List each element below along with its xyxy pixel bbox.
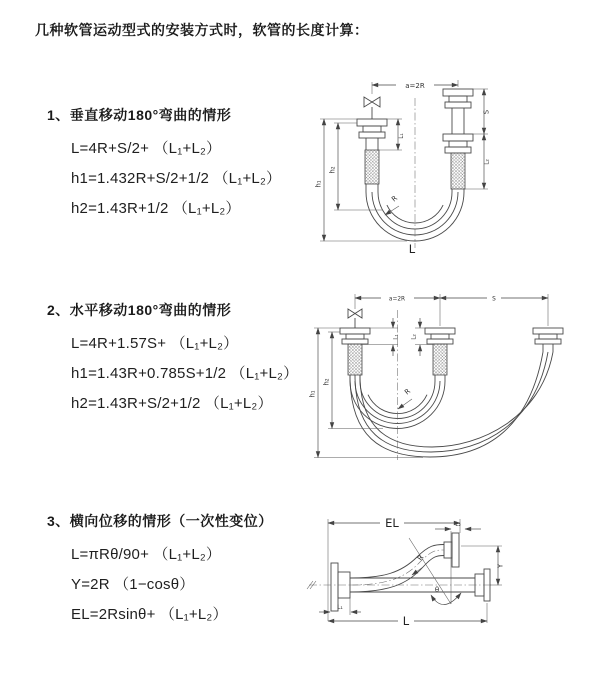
angle-construction (409, 531, 461, 605)
dim-label-s: S (482, 109, 491, 115)
dim-label-l2: L₂ (484, 159, 491, 165)
dim-label-s: S (492, 296, 496, 303)
dim-l1 (319, 598, 361, 615)
section-2-heading: 2、水平移动180°弯曲的情形 (47, 302, 232, 318)
valve-icon (348, 309, 362, 328)
dim-label-l-total: L (408, 242, 416, 256)
dim-label-h2: h₂ (328, 166, 337, 174)
dim-label-l2: L₂ (411, 334, 418, 340)
formula-line: h2=1.43R+S/2+1/2 （L₁+L₂） (71, 395, 273, 412)
diagram-horizontal-180-bend (308, 286, 570, 462)
dim-label-a2r: a=2R (388, 296, 406, 303)
formula-line: h1=1.43R+0.785S+1/2 （L₁+L₂） (71, 365, 299, 382)
braid-section (365, 150, 379, 184)
braid-section (451, 153, 465, 189)
dim-label-theta: θ (434, 586, 440, 594)
upper-flange (444, 533, 459, 567)
diagram-lateral-displacement (303, 503, 597, 665)
dim-a2r (355, 293, 548, 326)
dim-label-h2: h₂ (322, 378, 331, 386)
middle-flange (425, 328, 455, 375)
dim-l2 (412, 318, 434, 356)
braid-section (348, 344, 362, 375)
dim-el (328, 515, 460, 621)
section-3-heading: 3、横向位移的情形（一次性变位） (47, 513, 273, 529)
left-flange (357, 119, 387, 184)
dim-l (328, 603, 487, 628)
dim-label-y: Y (496, 563, 505, 569)
left-flange (331, 563, 350, 611)
dim-label-r: R (416, 553, 426, 563)
dim-label-el: EL (385, 516, 399, 530)
dim-label-h1: h₁ (314, 180, 323, 188)
diagram-vertical-180-bend (312, 72, 524, 264)
dim-label-a2r: a=2R (405, 82, 425, 90)
dim-label-l1: L₁ (337, 605, 343, 611)
dim-label-l-total: L (402, 614, 410, 628)
dim-label-l1: L₁ (399, 133, 405, 139)
left-flange (340, 328, 370, 375)
dim-l2 (465, 134, 491, 189)
radius-leader (398, 387, 412, 409)
valve-icon (364, 97, 380, 119)
dim-y (461, 546, 505, 585)
centerline (307, 581, 493, 589)
dim-label-r: R (390, 194, 400, 204)
braid-section (433, 344, 447, 375)
dim-l1 (379, 119, 405, 150)
section-1-heading: 1、垂直移动180°弯曲的情形 (47, 107, 232, 123)
formula-line: L=4R+S/2+ （L₁+L₂） (71, 140, 222, 157)
formula-line: L=πRθ/90+ （L₁+L₂） (71, 546, 222, 563)
formula-line: Y=2R （1−cosθ） (71, 576, 195, 593)
dim-label-l1: L₁ (393, 334, 400, 340)
hose-u-bend-moved (350, 352, 553, 457)
dim-s (473, 89, 491, 134)
formula-line: h2=1.43R+1/2 （L₁+L₂） (71, 200, 241, 217)
formula-line: L=4R+1.57S+ （L₁+L₂） (71, 335, 239, 352)
formula-line: h1=1.432R+S/2+1/2 （L₁+L₂） (71, 170, 282, 187)
dim-label-r: R (403, 387, 413, 397)
dim-l1 (362, 318, 400, 356)
dim-label-l2: L₂ (455, 522, 461, 528)
dim-h1 (315, 119, 408, 241)
right-flange-stack (443, 89, 473, 192)
right-flange (533, 328, 563, 352)
dim-a2r (372, 80, 458, 94)
radius-leader (385, 194, 399, 215)
dim-label-h1: h₁ (308, 390, 317, 398)
formula-line: EL=2Rsinθ+ （L₁+L₂） (71, 606, 228, 623)
page-title: 几种软管运动型式的安装方式时，软管的长度计算： (35, 22, 369, 38)
